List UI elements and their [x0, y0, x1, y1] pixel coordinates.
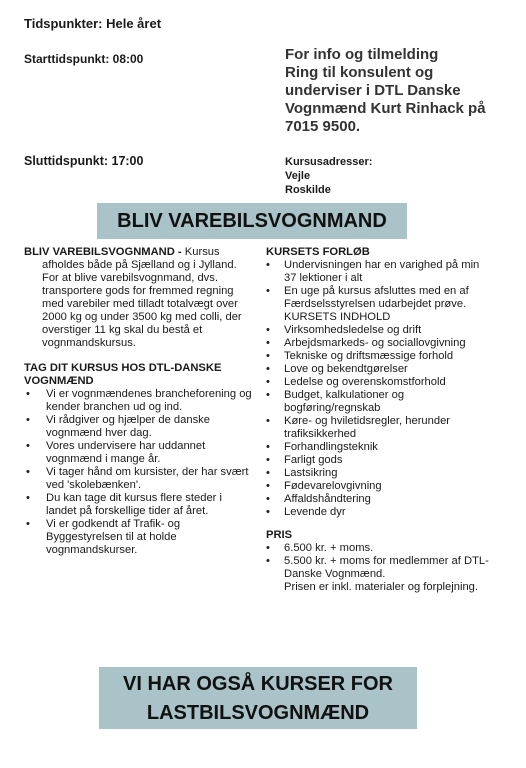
list-item: • Affaldshåndtering: [266, 493, 506, 506]
section-title-line: TAG DIT KURSUS HOS DTL-DANSKE: [24, 362, 222, 374]
info-line: For info og tilmelding: [285, 46, 439, 63]
contact-info: [285, 46, 515, 136]
list-item: • Love og bekendtgørelser: [266, 363, 506, 376]
list-item: • Farligt gods: [266, 454, 506, 467]
price-note: Prisen er inkl. materialer og forplejning.: [284, 581, 479, 593]
intro-line: med varebiler med tilladt totalvægt over: [42, 298, 238, 310]
list-item: • Fødevarelovgivning: [266, 480, 506, 493]
list-item: • Budget, kalkulationer og bogføring/regnskab: [266, 389, 506, 415]
reasons-list: [24, 388, 258, 557]
period-label: Tidspunkter: Hele året: [24, 16, 162, 31]
list-item: • Vi er vognmændenes brancheforening og kender branchen ud og ind.: [24, 388, 258, 414]
price-list: [266, 542, 506, 581]
end-time-label: Sluttidspunkt: 17:00: [24, 154, 144, 168]
banner-bottom: [99, 667, 417, 729]
address-label: Kursusadresser:: [285, 156, 373, 168]
list-item: • Køre- og hviletidsregler, herunder trafiksikkerhed: [266, 415, 506, 441]
info-line: Vognmænd Kurt Rinhack på: [285, 100, 486, 117]
list-item: • Vi tager hånd om kursister, der har svært ved 'skolebænken'.: [24, 466, 258, 492]
price-title: PRIS: [266, 529, 293, 541]
left-column: [24, 246, 258, 557]
list-item: • Levende dyr: [266, 506, 506, 519]
list-item: • 5.500 kr. + moms for medlemmer af DTL- Danske Vognmænd.: [266, 555, 506, 581]
list-item: • Virksomhedsledelse og drift: [266, 324, 506, 337]
address-item: Roskilde: [285, 184, 331, 196]
list-item: • Du kan tage dit kursus flere steder i landet på forskellige tider af året.: [24, 492, 258, 518]
content-list: [266, 324, 506, 519]
info-line: Ring til konsulent og: [285, 64, 434, 81]
start-time-label: Starttidspunkt: 08:00: [24, 52, 144, 66]
list-item: • Tekniske og driftsmæssige forhold: [266, 350, 506, 363]
course-title: KURSETS FORLØB: [266, 246, 370, 258]
section-title: [24, 362, 258, 388]
list-item: • Vi rådgiver og hjælper de danske vognmænd hver dag.: [24, 414, 258, 440]
course-addresses: [285, 155, 372, 197]
list-item: • Arbejdsmarkeds- og sociallovgivning: [266, 337, 506, 350]
banner-top: BLIV VAREBILSVOGNMAND: [97, 203, 407, 239]
course-list: [266, 259, 506, 324]
intro-line: 2000 kg og under 3500 kg med colli, der: [42, 311, 242, 323]
intro-line: overstiger 11 kg skal du bestå et: [42, 324, 203, 336]
intro-line: For at blive varebilsvognmand, dvs.: [42, 272, 218, 284]
info-line: underviser i DTL Danske: [285, 82, 461, 99]
list-item: • Vi er godkendt af Trafik- og Byggestyrelsen til at holde vognmandskurser.: [24, 518, 258, 557]
list-item: • 6.500 kr. + moms.: [266, 542, 506, 555]
intro-line: transportere gods for fremmed regning: [42, 285, 234, 297]
list-item: • Vores undervisere har uddannet vognmænd i mange år.: [24, 440, 258, 466]
banner-line: VI HAR OGSÅ KURSER FOR: [122, 673, 394, 695]
intro-line: Kursus: [184, 246, 220, 258]
address-item: Vejle: [285, 170, 311, 182]
intro-paragraph: [24, 246, 258, 350]
info-line: 7015 9500.: [285, 118, 361, 135]
intro-line: vognmandskursus.: [42, 337, 136, 349]
list-item: • Forhandlingsteknik: [266, 441, 506, 454]
section-title-line: VOGNMÆND: [24, 375, 94, 387]
intro-line: afholdes både på Sjælland og i Jylland.: [42, 259, 237, 271]
right-column: [266, 246, 506, 594]
list-item: • Ledelse og overenskomstforhold: [266, 376, 506, 389]
list-item: • Lastsikring: [266, 467, 506, 480]
list-item: • Undervisningen har en varighed på min 37 lektioner i alt: [266, 259, 506, 285]
banner-line: LASTBILSVOGNMÆND: [146, 702, 370, 724]
list-item: • En uge på kursus afsluttes med en af Færdselsstyrelsen udarbejdet prøve. KURSETS INDHOLD: [266, 285, 506, 324]
intro-title: BLIV VAREBILSVOGNMAND -: [24, 246, 182, 258]
